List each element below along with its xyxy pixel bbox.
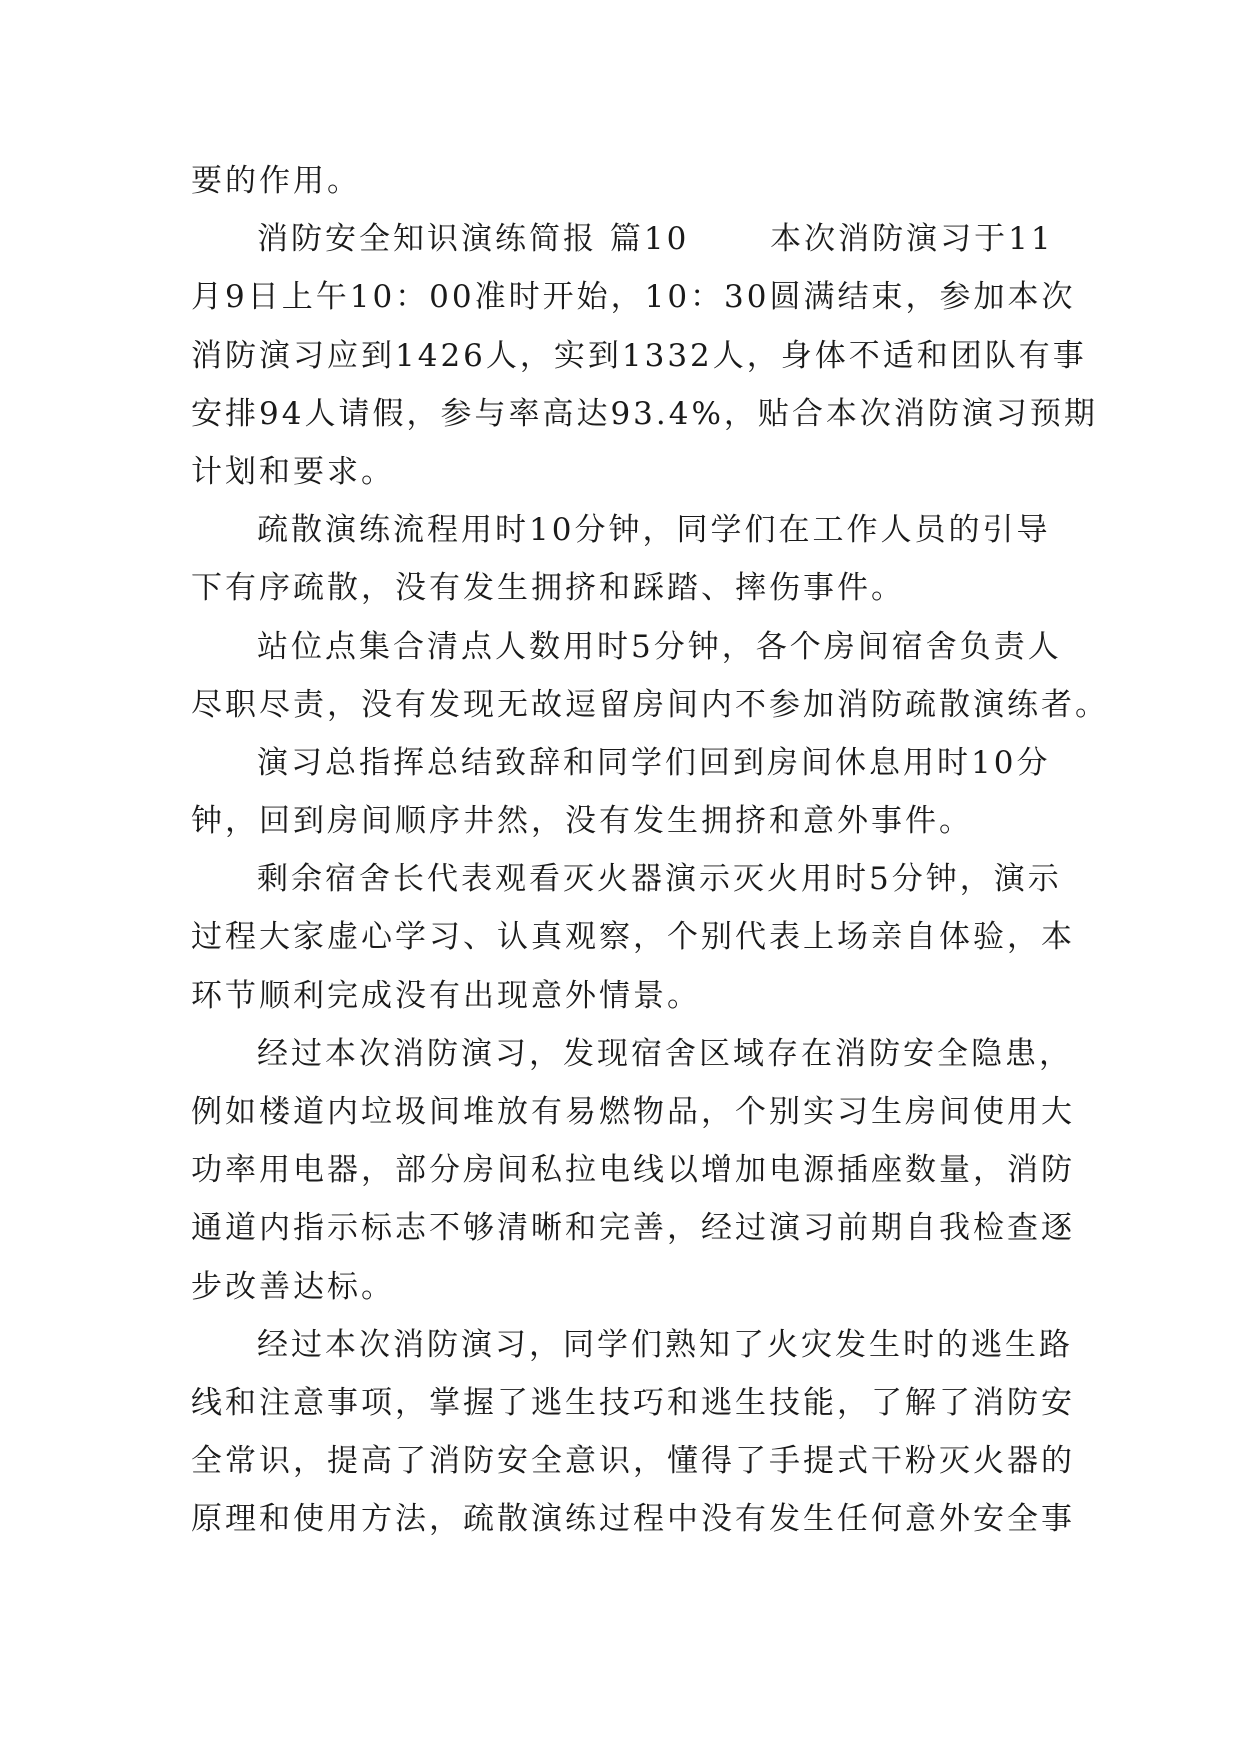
text-line: 消防演习应到1426人，实到1332人，身体不适和团队有事: [191, 337, 1087, 374]
text-line: 剩余宿舍长代表观看灭火器演示灭火用时5分钟，演示: [257, 861, 1062, 898]
text-line: 安排94人请假，参与率高达93.4%，贴合本次消防演习预期: [191, 395, 1098, 432]
text-line: 月9日上午10：00准时开始，10：30圆满结束，参加本次: [191, 279, 1076, 316]
text-line: 例如楼道内垃圾间堆放有易燃物品，个别实习生房间使用大: [191, 1094, 1075, 1130]
text-line: 环节顺利完成没有出现意外情景。: [191, 977, 701, 1014]
text-line: 通道内指示标志不够清晰和完善，经过演习前期自我检查逐: [191, 1210, 1075, 1247]
text-line: 疏散演练流程用时10分钟，同学们在工作人员的引导: [257, 512, 1051, 549]
text-line: 步改善达标。: [191, 1268, 395, 1305]
text-line: 线和注意事项，掌握了逃生技巧和逃生技能，了解了消防安: [191, 1384, 1075, 1421]
text-line: 要的作用。: [191, 163, 361, 199]
text-line: 经过本次消防演习，同学们熟知了火灾发生时的逃生路: [257, 1326, 1073, 1363]
text-line: 经过本次消防演习，发现宿舍区域存在消防安全隐患，: [257, 1035, 1073, 1072]
text-line: 下有序疏散，没有发生拥挤和踩踏、摔伤事件。: [191, 570, 905, 607]
text-line: 功率用电器，部分房间私拉电线以增加电源插座数量，消防: [191, 1152, 1075, 1189]
text-line: 原理和使用方法，疏散演练过程中没有发生任何意外安全事: [191, 1501, 1075, 1538]
text-line: 过程大家虚心学习、认真观察，个别代表上场亲自体验，本: [191, 919, 1075, 956]
text-line: 尽职尽责，没有发现无故逗留房间内不参加消防疏散演练者。: [191, 686, 1109, 723]
document-body: [191, 152, 1109, 1549]
text-line: 消防安全知识演练简报 篇10 本次消防演习于11: [257, 221, 1054, 258]
text-line: 站位点集合清点人数用时5分钟，各个房间宿舍负责人: [257, 628, 1062, 665]
text-line: 钟，回到房间顺序井然，没有发生拥挤和意外事件。: [191, 803, 973, 840]
text-line: 计划和要求。: [191, 453, 395, 490]
text-line: 演习总指挥总结致辞和同学们回到房间休息用时10分: [257, 744, 1051, 781]
text-line: 全常识，提高了消防安全意识，懂得了手提式干粉灭火器的: [191, 1443, 1075, 1480]
